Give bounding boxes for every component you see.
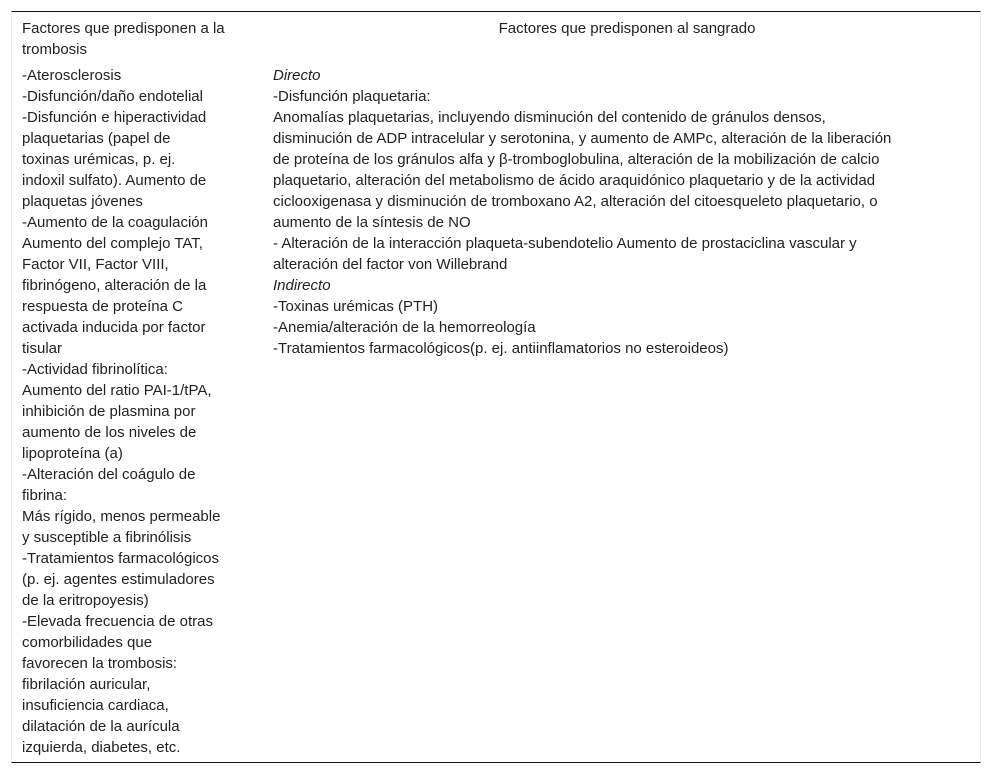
section-heading: Directo: [273, 67, 321, 84]
cell-line: aumento de la síntesis de NO: [273, 214, 471, 231]
cell-line: toxinas urémicas, p. ej.: [22, 151, 176, 168]
cell-line: plaquetarias (papel de: [22, 130, 171, 147]
cell-line: plaquetario, alteración del metabolismo de ácido araquidónico plaquetario y de la actividad: [273, 172, 876, 189]
cell-line: ciclooxigenasa y disminución de tromboxano A2, alteración del citoesqueleto plaquetario, o: [273, 193, 878, 210]
cell-line: -Tratamientos farmacológicos: [22, 550, 220, 567]
cell-line: -Aumento de la coagulación: [22, 214, 208, 231]
cell-line: de proteína de los gránulos alfa y β-tromboglobulina, alteración de la mobilización de calcio: [273, 151, 880, 168]
cell-line: dilatación de la aurícula: [22, 718, 180, 735]
cell-line: disminución de ADP intracelular y serotonina, y aumento de AMPc, alteración de la liberación: [273, 130, 892, 147]
cell-line: Aumento del complejo TAT,: [22, 235, 203, 252]
cell-line: fibrilación auricular,: [22, 676, 151, 693]
cell-line: aumento de los niveles de: [22, 424, 197, 441]
bleeding-factors-cell: [273, 65, 973, 359]
cell-line: (p. ej. agentes estimuladores: [22, 571, 215, 588]
cell-line: -Anemia/alteración de la hemorreología: [273, 319, 536, 336]
cell-line: - Alteración de la interacción plaqueta-subendotelio Aumento de prostaciclina vascular y: [273, 235, 857, 252]
cell-line: favorecen la trombosis:: [22, 655, 178, 672]
header-line: Factores que predisponen a la: [22, 20, 225, 37]
cell-line: -Tratamientos farmacológicos(p. ej. antiinflamatorios no esteroideos): [273, 340, 729, 357]
cell-line: lipoproteína (a): [22, 445, 123, 462]
cell-line: alteración del factor von Willebrand: [273, 256, 508, 273]
cell-line: -Toxinas urémicas (PTH): [273, 298, 439, 315]
cell-line: -Disfunción e hiperactividad: [22, 109, 207, 126]
cell-line: plaquetas jóvenes: [22, 193, 143, 210]
cell-line: tisular: [22, 340, 63, 357]
cell-line: y susceptible a fibrinólisis: [22, 529, 192, 546]
header-line: trombosis: [22, 41, 88, 58]
thrombosis-factors-cell: [22, 65, 267, 758]
cell-line: -Disfunción plaquetaria:: [273, 88, 431, 105]
cell-line: -Aterosclerosis: [22, 67, 122, 84]
cell-line: comorbilidades que: [22, 634, 153, 651]
header-thrombosis: [22, 18, 262, 60]
cell-line: Más rígido, menos permeable: [22, 508, 221, 525]
cell-line: indoxil sulfato). Aumento de: [22, 172, 207, 189]
cell-line: fibrina:: [22, 487, 68, 504]
cell-line: izquierda, diabetes, etc.: [22, 739, 181, 756]
cell-line: fibrinógeno, alteración de la: [22, 277, 207, 294]
cell-line: -Disfunción/daño endotelial: [22, 88, 203, 105]
cell-line: -Alteración del coágulo de: [22, 466, 196, 483]
cell-line: respuesta de proteína C: [22, 298, 183, 315]
cell-line: Anomalías plaquetarias, incluyendo disminución del contenido de gránulos densos,: [273, 109, 826, 126]
section-heading: Indirecto: [273, 277, 331, 294]
header-bleeding: Factores que predisponen al sangrado: [498, 20, 756, 37]
cell-line: insuficiencia cardiaca,: [22, 697, 169, 714]
cell-line: -Elevada frecuencia de otras: [22, 613, 213, 630]
factors-table: [11, 11, 981, 763]
cell-line: de la eritropoyesis): [22, 592, 149, 609]
cell-line: Factor VII, Factor VIII,: [22, 256, 169, 273]
cell-line: inhibición de plasmina por: [22, 403, 196, 420]
cell-line: -Actividad fibrinolítica:: [22, 361, 168, 378]
cell-line: activada inducida por factor: [22, 319, 206, 336]
cell-line: Aumento del ratio PAI-1/tPA,: [22, 382, 212, 399]
